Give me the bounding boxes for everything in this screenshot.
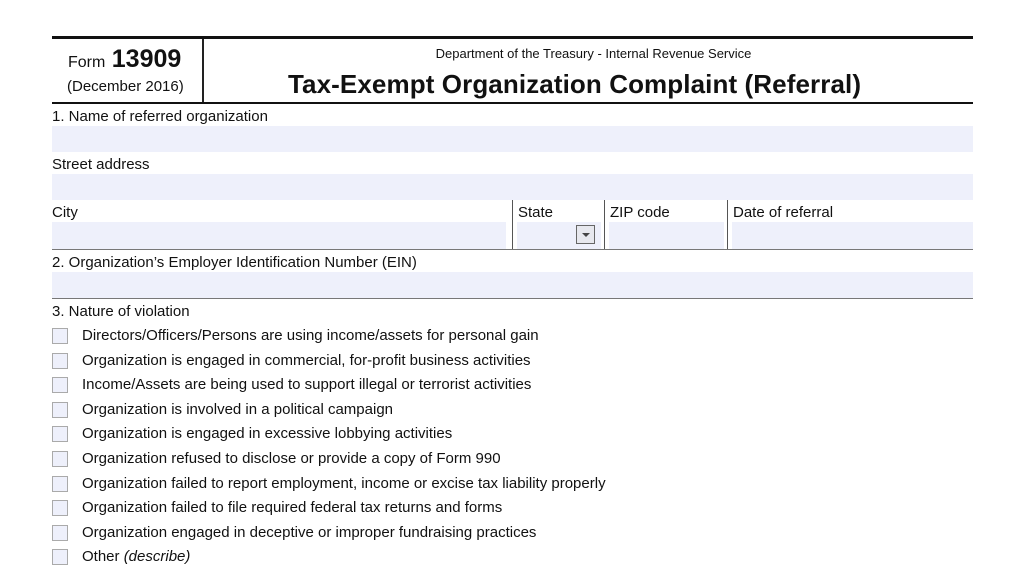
checkbox[interactable] (52, 426, 68, 442)
violation-text: Income/Assets are being used to support illegal or terrorist activities (82, 376, 532, 394)
state-dropdown-button[interactable] (576, 225, 595, 244)
city-input[interactable] (52, 222, 506, 249)
violation-text (82, 548, 190, 565)
violations-label: 3. Nature of violation (52, 303, 190, 320)
checkbox[interactable] (52, 328, 68, 344)
date-label: Date of referral (733, 204, 834, 221)
city-cell (52, 200, 512, 249)
form-id-box (52, 39, 204, 102)
state-cell (512, 200, 604, 249)
violation-text: Organization failed to report employment, income or excise tax liability properly (82, 474, 606, 492)
violation-item[interactable] (52, 399, 973, 424)
date-cell (727, 200, 973, 249)
zip-input[interactable] (609, 222, 724, 249)
violation-item[interactable] (52, 423, 973, 448)
violation-item[interactable] (52, 497, 973, 522)
org-name-row (52, 104, 973, 152)
checkbox[interactable] (52, 500, 68, 516)
form-header (52, 36, 973, 104)
zip-cell (604, 200, 727, 249)
violations-section (52, 299, 973, 571)
violation-item[interactable] (52, 473, 973, 498)
street-label: Street address (52, 156, 150, 173)
other-label: Other (82, 548, 120, 566)
checkbox[interactable] (52, 451, 68, 467)
form-13909 (52, 36, 973, 571)
violation-text: Organization is involved in a political campaign (82, 400, 394, 418)
violation-text: Organization is engaged in commercial, for-profit business activities (82, 351, 531, 369)
violation-item-other[interactable] (52, 546, 973, 571)
checkbox[interactable] (52, 525, 68, 541)
violation-item[interactable] (52, 374, 973, 399)
revision-date: (December 2016) (67, 78, 184, 95)
violation-text: Organization engaged in deceptive or improper fundraising practices (82, 523, 537, 541)
ein-label: 2. Organization’s Employer Identification Number (EIN) (52, 254, 417, 271)
describe-note: (describe) (123, 548, 191, 566)
street-row (52, 152, 973, 200)
form-number-value: 13909 (111, 45, 182, 73)
org-name-input[interactable] (52, 126, 973, 152)
violation-text: Directors/Officers/Persons are using income/assets for personal gain (82, 327, 539, 344)
agency-name: Department of the Treasury - Internal Revenue Service (435, 46, 752, 61)
violation-item[interactable] (52, 350, 973, 375)
violation-text: Organization failed to file required federal tax returns and forms (82, 499, 503, 517)
form-number (68, 45, 181, 74)
referral-date-input[interactable] (732, 222, 973, 249)
ein-input[interactable] (52, 272, 973, 298)
form-title: Tax-Exempt Organization Complaint (Referral) (288, 69, 862, 99)
checkbox[interactable] (52, 549, 68, 565)
checkbox[interactable] (52, 377, 68, 393)
city-label: City (52, 204, 78, 221)
street-input[interactable] (52, 174, 973, 200)
state-label: State (518, 204, 554, 221)
checkbox[interactable] (52, 476, 68, 492)
zip-label: ZIP code (610, 204, 670, 221)
ein-row (52, 250, 973, 299)
violation-item[interactable] (52, 448, 973, 473)
checkbox[interactable] (52, 402, 68, 418)
violation-text: Organization is engaged in excessive lobbying activities (82, 425, 453, 443)
org-name-label: 1. Name of referred organization (52, 108, 268, 125)
city-state-zip-row (52, 200, 973, 250)
checkbox[interactable] (52, 353, 68, 369)
form-word: Form (68, 54, 106, 71)
violation-text: Organization refused to disclose or provide a copy of Form 990 (82, 449, 501, 467)
violation-item[interactable] (52, 522, 973, 547)
chevron-down-icon (582, 233, 590, 237)
violation-item[interactable] (52, 325, 973, 350)
